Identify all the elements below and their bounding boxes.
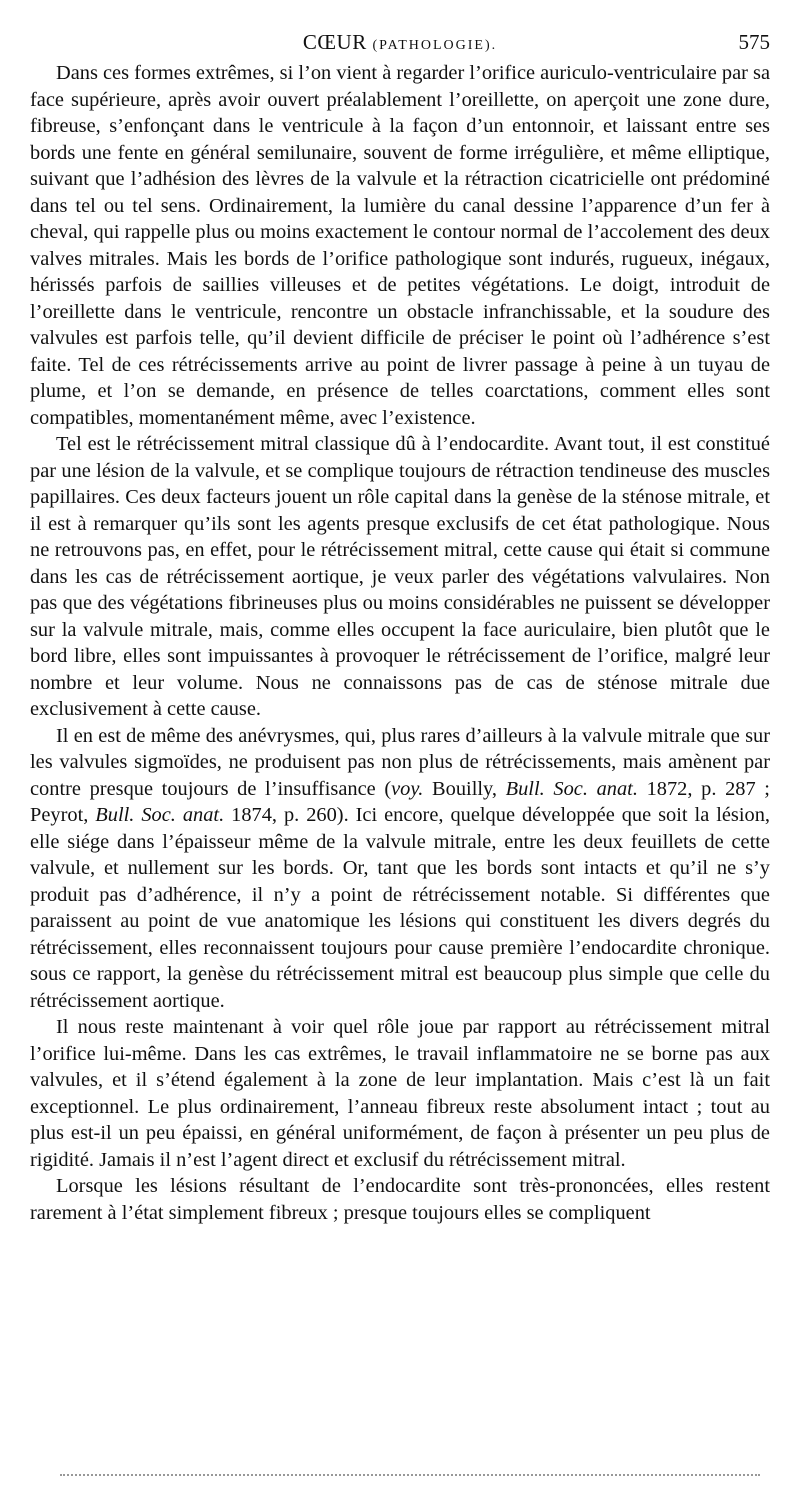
page-number: 575 xyxy=(738,30,770,54)
paragraph-3-text-after: 1874, p. 260). Ici encore, quelque développée que soit la lésion, elle siége dans l’épaisseur même de la valvule mitrale, entre les deux feuillets de cette valvule, et nullement sur les bords. Or, tant que les bords sont intacts et qu’il ne s’y produit pas d’adhérence, il n’y a point de rétrécissement notable. Si différentes que paraissent au point de vue anatomique les lésions qui constituent les divers degrés du rétrécissement, elles reconnaissent toujours pour cause première l’endocardite chronique. sous ce rapport, la genèse du rétrécissement mitral est beaucoup plus simple que celle du rétrécissement aortique. xyxy=(30,804,771,1012)
body-text xyxy=(30,60,770,1226)
paragraph-2: Tel est le rétrécissement mitral classique dû à l’endocardite. Avant tout, il est constitué par une lésion de la valvule, et se complique toujours de rétraction tendineuse des muscles papillaires. Ces deux facteurs jouent un rôle capital dans la genèse de la sténose mitrale, et il est à remarquer qu’ils sont les agents presque exclusifs de cet état pathologique. Nous ne retrouvons pas, en effet, pour le rétrécissement mitral, cette cause qui était si commune dans les cas de rétrécissement aortique, je veux parler des végétations valvulaires. Non pas que des végétations fibrineuses plus ou moins considérables ne puissent se développer sur la valvule mitrale, mais, comme elles occupent la face auriculaire, bien plutôt que le bord libre, elles sont impuissantes à provoquer le rétrécissement de l’orifice, malgré leur nombre et leur volume. Nous ne connaissons pas de cas de sténose mitrale due exclusivement à cette cause. xyxy=(30,433,770,720)
reference-voy: voy. xyxy=(391,777,424,800)
paragraph-3-text-before: Il en est de même des anévrysmes, qui, plus rares d’ailleurs à la valvule mitrale que sur les valvules sigmoïdes, ne produisent pas non plus de rétrécissements, mais amènent par contre presque toujours de l’insuffisance ( xyxy=(30,724,770,800)
footer-rule xyxy=(60,1474,760,1476)
paragraph-1: Dans ces formes extrêmes, si l’on vient à regarder l’orifice auriculo-ventriculaire par sa face supérieure, après avoir ouvert préalablement l’oreillette, on aperçoit une zone dure, fibreuse, s’enfonçant dans le ventricule à la façon d’un entonnoir, et laissant entre ses bords une fente en général semilunaire, souvent de forme irrégulière, et même elliptique, suivant que l’adhésion des lèvres de la valvule et la rétraction cicatricielle ont prédominé dans tel ou tel sens. Ordinairement, la lumière du canal dessine l’apparence d’un fer à cheval, qui rappelle plus ou moins exactement le contour normal de l’accolement des deux valves mitrales. Mais les bords de l’orifice pathologique sont indurés, rugueux, inégaux, hérissés parfois de saillies villeuses et de petites végétations. Le doigt, introduit de l’oreillette dans le ventricule, rencontre un obstacle infranchissable, et la soudure des valvules est parfois telle, qu’il devient difficile de préciser le point où l’adhérence s’est faite. Tel de ces rétrécissements arrive au point de livrer passage à peine à un tuyau de plume, et l’on se demande, en présence de telles coarctations, comment elles sont compatibles, momentanément même, avec l’existence. xyxy=(30,62,770,429)
reference-journal-2: Bull. Soc. anat. xyxy=(95,804,225,826)
page-header xyxy=(30,30,770,60)
running-title-subtitle: (PATHOLOGIE). xyxy=(372,38,498,53)
paragraph-5: Lorsque les lésions résultant de l’endocardite sont très-prononcées, elles restent rarement à l’état simplement fibreux ; presque toujours elles se compliquent xyxy=(30,1175,770,1224)
paragraph-4: Il nous reste maintenant à voir quel rôle joue par rapport au rétrécissement mitral l’orifice lui-même. Dans les cas extrêmes, le travail inflammatoire ne se borne pas aux valvules, et il s’étend également à la zone de leur implantation. Mais c’est là un fait exceptionnel. Le plus ordinairement, l’anneau fibreux reste absolument intact ; tout au plus est-il un peu épaissi, en général uniformément, de façon à présenter un peu plus de rigidité. Jamais il n’est l’agent direct et exclusif du rétrécissement mitral. xyxy=(30,1016,770,1171)
reference-author-1: Bouilly, xyxy=(423,777,506,800)
running-title-main: CŒUR xyxy=(302,30,367,54)
reference-detail-1: 1872, p. 287 ; Peyrot, xyxy=(30,777,770,826)
reference-journal-1: Bull. Soc. anat. xyxy=(505,777,638,800)
paragraph-3 xyxy=(30,723,770,1015)
running-title xyxy=(30,30,770,55)
